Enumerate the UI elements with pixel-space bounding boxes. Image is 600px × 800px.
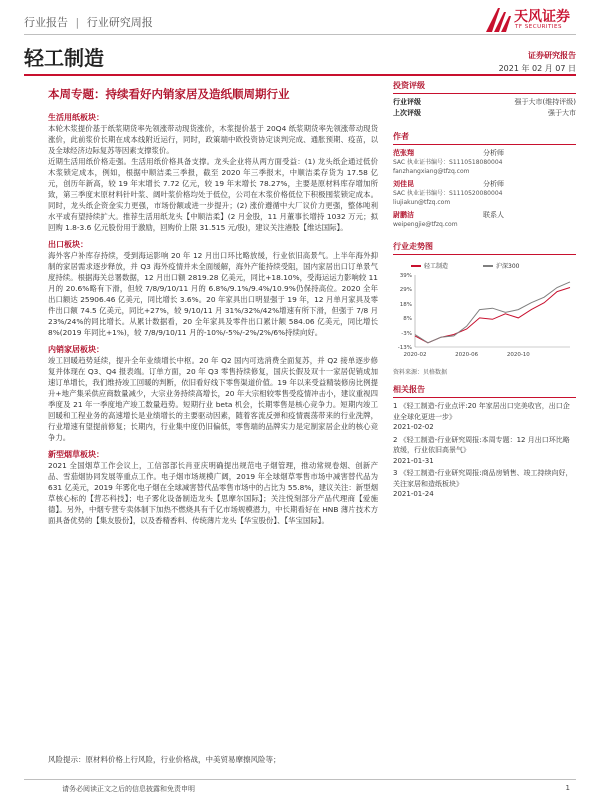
report-date: 2021 年 02 月 07 日 bbox=[498, 64, 576, 73]
series-line-2 bbox=[415, 282, 570, 343]
legend-swatch bbox=[483, 265, 493, 267]
author-role: 分析师 bbox=[483, 180, 504, 188]
author-cert: SAC 执业证书编号：S1110518080004 bbox=[393, 159, 503, 166]
headline: 本周专题：持续看好内销家居及造纸顺周期行业 bbox=[48, 87, 290, 101]
legend-item bbox=[411, 261, 448, 270]
breadcrumb-separator: | bbox=[75, 16, 80, 29]
section-title: 出口板块： bbox=[48, 240, 88, 249]
rating-row bbox=[393, 97, 576, 108]
paragraph: 竣工回暖趋势延续，提升全年业绩增长中枢。20 年 Q2 国内可选消费全面复苏，并 Q2 接单逐步修复并体现在 Q3、Q4 报表端。订单方面，20 年 Q3 零售持续修复，国庆长假及双十一家居促销成加速订单增长，我们维持竣工回暖的判断，依旧看好线下零售渠道价值。19 年以来受益精装修房比例提升+地产集采供应商数量减少，大宗业务持续高增长，20 年大宗相较零售受疫情冲击小，建议重视四季度及 21 年一季度地产竣工数量趋势。短期行业 beta 机会，长期零售是核心竞争力。短期内竣工回暖和工程业务的高速增长是业绩增长的主要驱动因素，随着客流反弹和疫情震荡带来的行业洗牌，行业增速有望提前修复；长期内，行业集中度仍旧偏低，零售端的品牌实力是定制家居企业的核心竞争力。 bbox=[48, 356, 378, 442]
related-report-date: 2021-02-02 bbox=[393, 423, 434, 431]
section-title: 内销家居板块： bbox=[48, 345, 104, 354]
paragraph: 近期生活用纸价格走强。生活用纸价格具备支撑。龙头企业将从两方面受益：(1) 龙头纸企通过低价木浆锁定成本，例如，根据中顺洁柔三季报，截至 2020 年三季报末，中顺洁柔存货为 17.58 亿元，创历年新高，较 19 年末增长 7.72 亿元，较 19 年末增长 78.27%，主要是原材料库存增加所致，第三季度末原材料针叶浆、阔叶浆价格均处于低位，公司在木浆价格低位下积极囤浆锁定成本。同时，龙头纸企资金实力更强，市场份额或进一步提升；(2) 涨价遵循中大厂议价力更强，整体吨利水平或有望持续扩大。推荐生活用纸龙头【中顺洁柔】(2 月金股，11 月董事长增持 1032 万元；拟回购 1.8-3.6 亿元股份用于激励，回购价上限 31.515 元/股)，建议关注港股【维达国际】。 bbox=[48, 157, 378, 232]
footer-disclaimer: 请务必阅读正文之后的信息披露和免责申明 bbox=[62, 785, 195, 793]
breadcrumb-report[interactable]: 行业报告 bbox=[24, 16, 68, 29]
rating-label: 行业评级 bbox=[393, 98, 421, 106]
footer-divider bbox=[24, 779, 576, 780]
rating-value: 强于大市(维持评级) bbox=[514, 98, 576, 106]
author-name: 范张翔 bbox=[393, 149, 414, 157]
paragraph: 2021 全国烟草工作会议上，工信部部长肖亚庆明确提出规范电子烟管理，推动常规卷烟、创新产品、雪茄烟协同发展等重点工作。电子烟市场规模广阔，2019 年全球烟草零售市场中减害替代品为 631 亿美元，2019 年雾化电子烟在全球减害替代品零售市场中的占比为 55.8%，建议关注：新型烟草核心标的【营芯科技】；电子雾化设备制造龙头【思摩尔国际】；关注悦刻部分产品代理商【爱施德】。另外，中烟专营专卖体制下加热不燃烧具有千亿市场规模潜力，中长期看好在 HNB 薄片技术方面具备优势的【集友股份】，以及香精香料、传统薄片龙头【华宝股份】、【华宝国际】。 bbox=[48, 461, 378, 525]
author-role: 联系人 bbox=[483, 211, 504, 219]
risk-warning: 风险提示：原材料价格上行风险，行业价格战，中美贸易摩擦风险等； bbox=[48, 755, 281, 764]
y-tick-label: 18% bbox=[399, 302, 412, 309]
related-report-date: 2021-01-31 bbox=[393, 456, 434, 465]
legend-label: 沪深300 bbox=[496, 263, 520, 270]
x-tick-label: 2020-06 bbox=[455, 352, 479, 358]
page-number: 1 bbox=[565, 784, 570, 792]
trend-chart bbox=[393, 259, 576, 365]
last-rating-row bbox=[393, 108, 576, 119]
related-report[interactable] bbox=[393, 401, 576, 433]
rating-section-title: 投资评级 bbox=[393, 80, 576, 94]
chart-legend bbox=[393, 259, 576, 271]
authors-section-title: 作者 bbox=[393, 131, 576, 145]
author-email[interactable]: fanzhangxiang@tfzq.com bbox=[393, 168, 470, 175]
logo-text: 天风证券 bbox=[514, 9, 570, 25]
y-tick-label: -13% bbox=[397, 345, 412, 351]
logo-subtext: TF SECURITIES bbox=[515, 24, 562, 30]
section-tobacco bbox=[48, 449, 378, 526]
chart-source: 资料来源：贝格数据 bbox=[393, 369, 448, 376]
header-bar bbox=[24, 10, 576, 34]
section-title: 新型烟草板块： bbox=[48, 450, 104, 459]
author-entry bbox=[393, 179, 576, 207]
author-entry bbox=[393, 210, 576, 229]
paragraph: 海外客户补库存持续，受到海运影响 20 年 12 月出口环比略放缓，行业依旧高景气。上半年海外抑制的家居需求逐步释放，并 Q3 海外疫情并未全面缓解，海外产能持续受阻，国内家居出口订单景气度持续。根据海关总署数据，12 月出口额 2819.28 亿美元，同比+18.10%，受海运运力影响较 11 月的 20.6%略有下滑，但较 7/8/9/10/11 月的 6.8%/9.1%/9.4%/10.9%仍保持高位。2020 全年出口额达 25906.46 亿美元，同比增长 3.6%。20 年家具出口明显强于 19 年，12 月单月家具及零件出口额 74.5 亿美元，同比+27%，较 9/10/11 月 31%/32%/42%增速有所下滑，但强于 7/8 月 23%/24%的同比增长。从累计数据看，20 全年家具及零件出口累计额 584.06 亿美元，同比增长 8%(2019 年同比+1%)，较 7/8/9/10/11 月的-10%/-5%/-2%/2%/6%持续向好。 bbox=[48, 251, 378, 337]
related-section-title: 相关报告 bbox=[393, 384, 576, 398]
logo-mark-icon bbox=[484, 6, 512, 34]
breadcrumb-weekly[interactable]: 行业研究周报 bbox=[86, 16, 153, 29]
legend-item bbox=[483, 261, 519, 270]
related-report-title[interactable]: 1 《轻工制造-行业点评:20 年家居出口完美收官，出口企业全球化更进一步》 bbox=[393, 402, 570, 421]
author-name: 尉鹏洁 bbox=[393, 211, 414, 219]
legend-swatch bbox=[411, 265, 421, 267]
trend-chart-svg bbox=[393, 271, 576, 361]
section-paper bbox=[48, 112, 378, 233]
sidebar bbox=[393, 80, 576, 502]
x-tick-label: 2020-10 bbox=[506, 352, 530, 358]
section-domestic bbox=[48, 344, 378, 443]
section-export bbox=[48, 239, 378, 338]
author-name: 刘佳昆 bbox=[393, 180, 414, 188]
author-email[interactable]: weipengjie@tfzq.com bbox=[393, 221, 458, 228]
chart-section-title: 行业走势图 bbox=[393, 241, 576, 255]
last-rating-label: 上次评级 bbox=[393, 109, 421, 117]
author-role: 分析师 bbox=[483, 149, 504, 157]
author-cert: SAC 执业证书编号：S1110520080004 bbox=[393, 190, 503, 197]
main-content bbox=[48, 86, 378, 532]
related-report[interactable] bbox=[393, 435, 576, 467]
legend-label: 轻工制造 bbox=[424, 263, 449, 270]
paragraph: 本轮木浆提价基于纸浆期货率先领涨带动现货涨价，木浆提价基于 20Q4 纸浆期货率先领涨带动现货涨价，此前浆价长期在成本线附近运行，同时，政策端中欧投资协定谈判完成、通胀预期、疫苗，以及全球经济边际复苏等因素支撑浆价。 bbox=[48, 124, 378, 155]
last-rating-value: 强于大市 bbox=[548, 109, 576, 117]
x-tick-label: 2020-02 bbox=[403, 352, 427, 358]
section-title: 生活用纸板块： bbox=[48, 113, 104, 122]
related-report[interactable] bbox=[393, 468, 576, 500]
page-title: 轻工制造 bbox=[24, 46, 104, 70]
report-type-label: 证券研究报告 bbox=[528, 51, 576, 60]
title-divider bbox=[24, 74, 576, 76]
header-divider bbox=[24, 34, 576, 35]
y-tick-label: 8% bbox=[403, 315, 412, 322]
y-tick-label: 39% bbox=[399, 273, 412, 279]
related-report-title[interactable]: 2 《轻工制造-行业研究周报:本周专题：12 月出口环比略放缓，行业依旧高景气》 bbox=[393, 435, 570, 454]
author-email[interactable]: liujiakun@tfzq.com bbox=[393, 199, 451, 206]
author-entry bbox=[393, 148, 576, 176]
breadcrumb bbox=[24, 14, 153, 30]
related-report-date: 2021-01-24 bbox=[393, 490, 434, 498]
y-tick-label: -3% bbox=[401, 331, 412, 338]
y-tick-label: 29% bbox=[399, 286, 412, 293]
related-report-title[interactable]: 3 《轻工制造-行业研究周报:商品房销售、竣工持续向好，关注家居和造纸板块》 bbox=[393, 469, 573, 488]
